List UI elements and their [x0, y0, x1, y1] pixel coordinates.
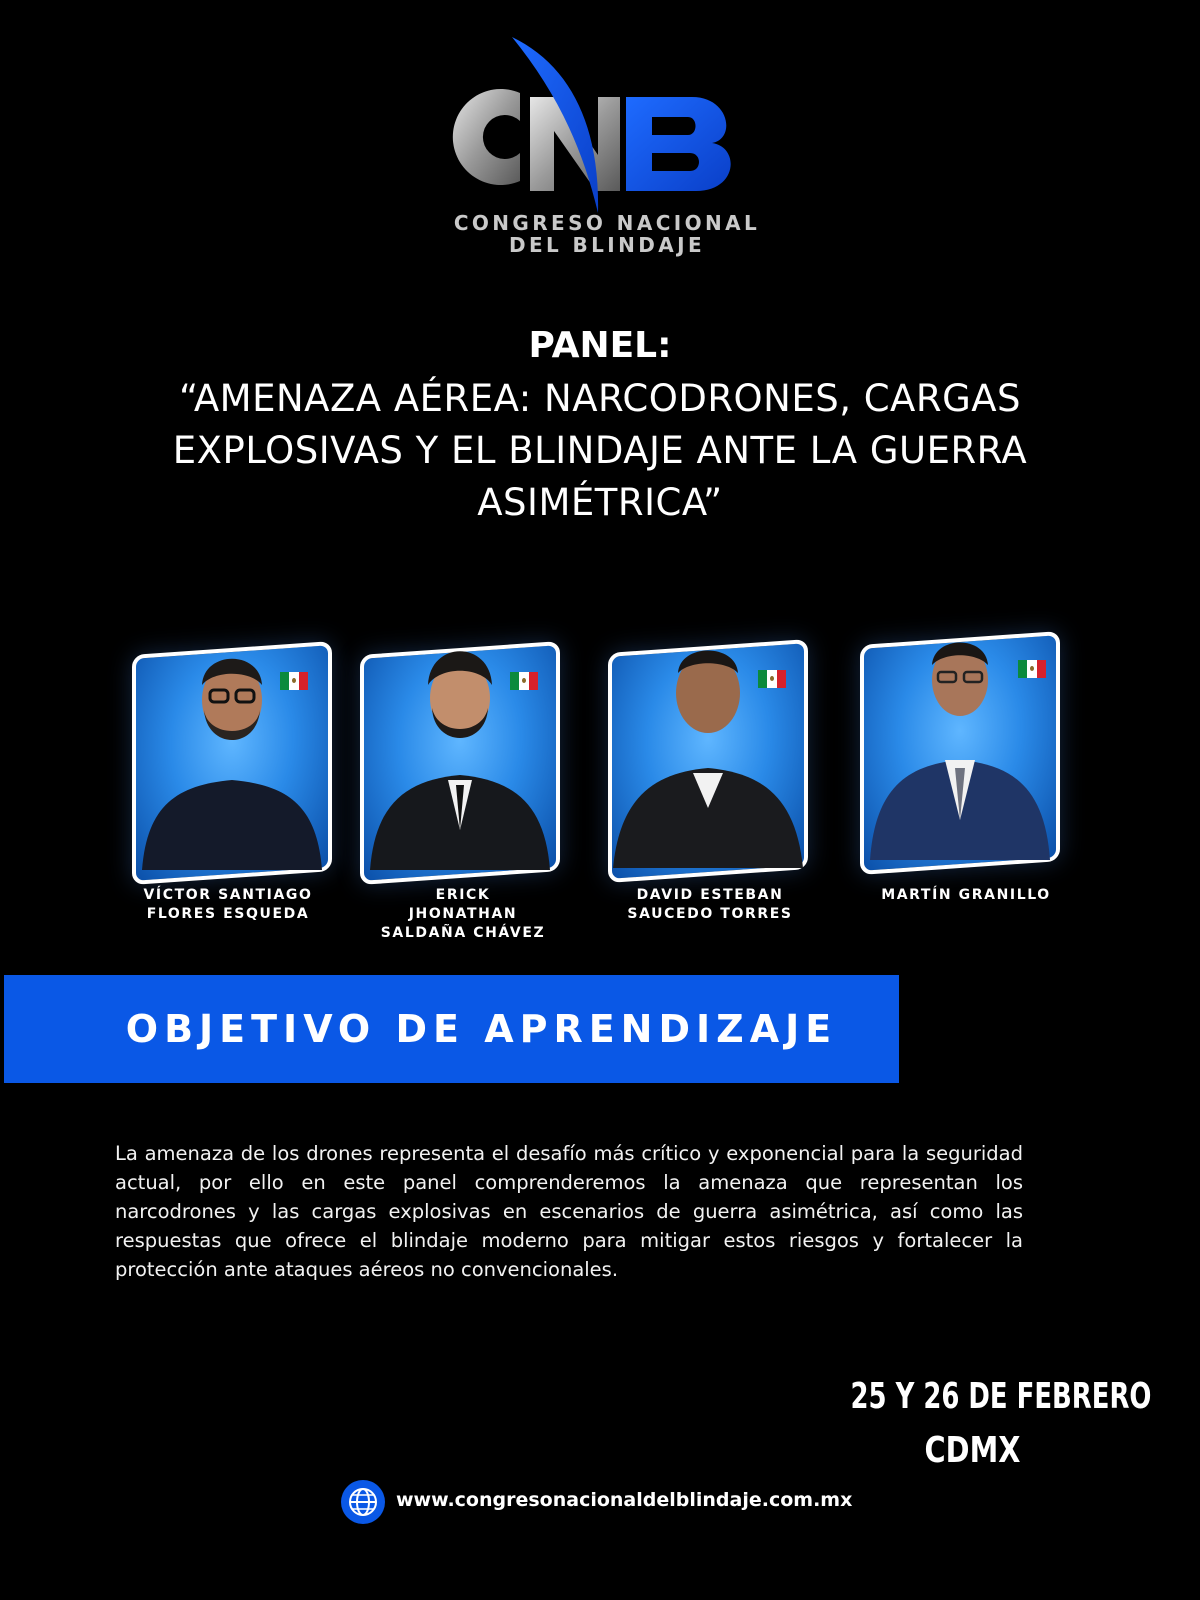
mexico-flag-icon [758, 670, 786, 688]
speaker-photo-icon [860, 620, 1060, 860]
globe-icon [341, 1480, 385, 1524]
mexico-flag-icon [280, 672, 308, 690]
speaker-card-4 [860, 620, 1060, 850]
event-dates: 25 Y 26 DE FEBRERO [850, 1376, 1152, 1417]
speaker-card-1 [132, 630, 332, 860]
website-link[interactable]: www.congresonacionaldelblindaje.com.mx [396, 1489, 853, 1511]
speaker-photo-icon [360, 630, 560, 870]
panel-label: PANEL: [528, 325, 672, 366]
logo-title-line2: DEL BLINDAJE [508, 233, 706, 257]
mexico-flag-icon [510, 672, 538, 690]
objective-band [4, 975, 899, 1083]
panel-title: “AMENAZA AÉREA: NARCODRONES, CARGAS EXPLOSIVAS Y EL BLINDAJE ANTE LA GUERRA ASIMÉTRICA” [172, 377, 1028, 524]
logo-title-line1: CONGRESO NACIONAL [453, 211, 761, 235]
objective-title: OBJETIVO DE APRENDIZAJE [125, 1007, 838, 1051]
objective-text: La amenaza de los drones representa el desafío más crítico y exponencial para la seguridad actual, por ello en este panel comprenderemos la amenaza que representan los narcodrones y las cargas explosivas en escenarios de guerra asimétrica, así como las respuestas que ofrece el blindaje moderno para mitigar estos riesgos y fortalecer la protección ante ataques aéreos no convencionales. [115, 1142, 1023, 1281]
speaker-name-3: DAVID ESTEBAN SAUCEDO TORRES [627, 887, 793, 922]
website-row[interactable] [341, 1480, 861, 1524]
speaker-name-2: ERICK JHONATHAN SALDAÑA CHÁVEZ [380, 887, 546, 941]
speaker-name-4: MARTÍN GRANILLO [881, 887, 1051, 903]
mexico-flag-icon [1018, 660, 1046, 678]
cnb-logo-mark [430, 35, 770, 215]
cnb-logo [430, 35, 770, 260]
speaker-photo-icon [608, 628, 808, 868]
speaker-name-1: VÍCTOR SANTIAGO FLORES ESQUEDA [143, 887, 313, 922]
speaker-card-2 [360, 630, 560, 860]
speaker-photo-icon [132, 630, 332, 870]
speaker-card-3 [608, 628, 808, 858]
event-city: CDMX [924, 1430, 1021, 1471]
